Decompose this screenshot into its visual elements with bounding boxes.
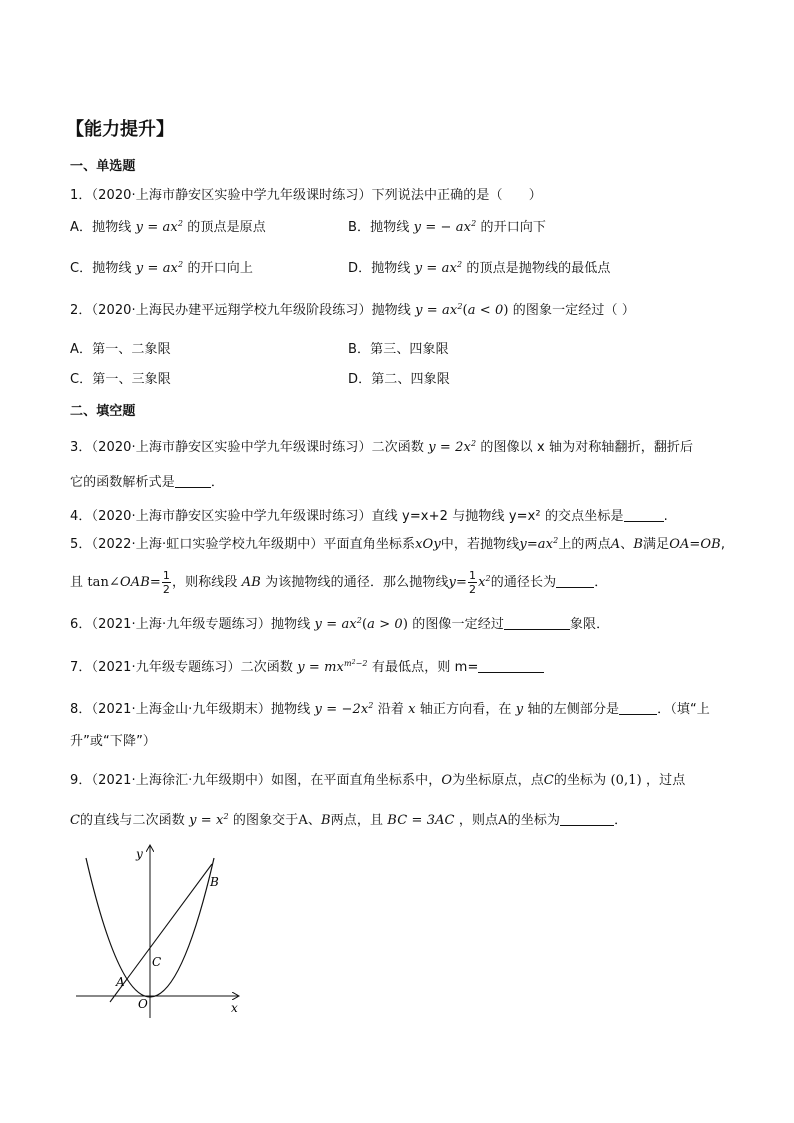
label-a: A — [116, 975, 125, 989]
q4-answer-blank[interactable] — [624, 509, 664, 522]
part1-heading: 一、单选题 — [70, 159, 136, 174]
q5-xoy: xOy — [415, 537, 441, 552]
q5-parabola-2: y= — [448, 575, 467, 590]
q5-point-b: B — [633, 537, 643, 552]
q9-l2a: 的直线与二次函数 — [80, 813, 185, 828]
q8-pre: 8．（2021·上海金山·九年级期末）抛物线 — [70, 702, 311, 717]
q5-text-7: 为该抛物线的通径．那么抛物线 — [265, 575, 449, 590]
q5-text-6: ，则称线段 — [172, 575, 238, 590]
q1-a-formula: $y = ax^2$ — [131, 219, 184, 235]
q5-answer-blank[interactable] — [556, 575, 594, 588]
q3-pre: 3．（2020·上海市静安区实验中学九年级课时练习）二次函数 — [70, 440, 424, 455]
q9-o: O — [441, 773, 453, 788]
q5-x-squared: $x^2$ — [478, 574, 491, 590]
q9-line1 — [70, 774, 685, 787]
q8-x-axis: x — [403, 702, 420, 717]
q9-a-2: A — [498, 813, 508, 828]
q9-pre: 9．（2021·上海徐汇·九年级期中）如图，在平面直角坐标系中， — [70, 773, 442, 788]
q9-c: C — [543, 773, 554, 788]
q8-y-axis: y — [511, 702, 528, 717]
q9-l2c: 两点，且 — [330, 813, 384, 828]
q5-text-8: 的通径长为 — [490, 575, 557, 590]
q1-option-b — [348, 221, 546, 234]
q1-option-c — [70, 262, 253, 275]
q6-end: 象限． — [569, 617, 610, 632]
q6-pre: 6．（2021·上海·九年级专题练习）抛物线 — [70, 617, 311, 632]
q9-line2: C的直线与二次函数 $y = x^2$ 的图象交于A、B两点，且 BC = 3AC ，则点A的坐标为 ． — [70, 812, 628, 828]
q6-formula: $y = ax^2(a > 0)$ — [310, 616, 408, 632]
q2-option-d: D．第二、四象限 — [348, 372, 450, 387]
q9-ratio: BC = 3AC — [383, 813, 459, 828]
q2-option-c: C．第一、三象限 — [70, 372, 171, 387]
q9-c-2: C — [70, 813, 81, 828]
q9-b: B — [321, 813, 331, 828]
q8-answer-blank[interactable] — [619, 702, 657, 715]
q5-text-3: 上的两点 — [558, 537, 611, 552]
q5-text-1: 5．（2022·上海·虹口实验学校九年级期中）平面直角坐标系 — [70, 537, 416, 552]
q2-formula: $y = ax^2(a < 0)$ — [410, 302, 509, 318]
section-title: 【能力提升】 — [66, 119, 174, 140]
q3-formula: $y = 2x^2$ — [424, 439, 477, 455]
label-x: x — [231, 1001, 238, 1015]
q1-c-label: C．抛物线 — [70, 261, 132, 276]
q5-frac-half: $\frac{1}{2}$ — [162, 569, 170, 596]
q5-text-2: 中，若抛物线 — [440, 537, 520, 552]
q1-d-text: 的顶点是抛物线的最低点 — [466, 261, 611, 276]
q1-c-text: 的开口向上 — [187, 261, 253, 276]
q7-line — [70, 660, 544, 674]
q8-line2: 升”或“下降”） — [70, 734, 157, 749]
q5-text-5: 且 — [70, 575, 84, 590]
q5-tan: tan∠OAB= — [87, 575, 161, 590]
q5-points-ab: A — [610, 537, 621, 552]
q5-line1: 5．（2022·上海·虹口实验学校九年级期中）平面直角坐标系xOy中，若抛物线$y=ax^2$上的两点A、B满足OA=OB, — [70, 536, 726, 552]
q1-b-formula: y = − $ax^2$ — [409, 219, 477, 235]
q9-c-coord: (0,1) — [606, 773, 647, 788]
line-ac-b — [110, 864, 212, 1002]
q5-line2: 且 tan∠OAB= $\frac{1}{2}$ ，则称线段 AB 为该抛物线的通径．那么抛物线y= $\frac{1}{2}$ $x^2$的通径长为 ． — [70, 569, 608, 596]
q4-line: 4．（2020·上海市静安区实验中学九年级课时练习）直线 y=x+2 与抛物线 y=x² 的交点坐标是 . — [70, 509, 668, 524]
q1-stem: 1．（2020·上海市静安区实验中学九年级课时练习）下列说法中正确的是（ ） — [70, 188, 542, 203]
q9-l2d: ，则点 — [458, 813, 499, 828]
q9-l2e: 的坐标为 — [507, 813, 561, 828]
q3-post: 的图像以 x 轴为对称轴翻折，翻折后 — [480, 440, 694, 455]
q8-mid3: 轴的左侧部分是 — [527, 702, 620, 717]
q5-parabola: $y=ax^2$ — [519, 536, 559, 552]
q2-stem-pre: 2．（2020·上海民办建平远翔学校九年级阶段练习）抛物线 — [70, 303, 411, 318]
q8-mid2: 轴正方向看，在 — [419, 702, 512, 717]
q9-m2: 的坐标为 — [553, 773, 607, 788]
q8-end: ．（填“上 — [657, 702, 710, 717]
q5-condition: OA=OB — [669, 537, 721, 552]
q3-line2: 它的函数解析式是 ． — [70, 475, 224, 490]
q1-d-label: D．抛物线 — [348, 261, 411, 276]
q2-stem-post: 的图象一定经过（ ） — [512, 303, 635, 318]
q9-answer-blank[interactable] — [560, 813, 614, 826]
q1-a-label: A．抛物线 — [70, 220, 132, 235]
q7-formula: $y = mx^{m^2-2}$ — [293, 659, 368, 675]
q1-b-label: B．抛物线 — [348, 220, 410, 235]
q9-m1: 为坐标原点，点 — [452, 773, 544, 788]
q9-figure — [66, 840, 266, 1030]
q7-answer-blank[interactable] — [478, 660, 544, 673]
q1-d-formula: $y = ax^2$ — [410, 260, 463, 276]
q2-option-a: A．第一、二象限 — [70, 342, 171, 357]
q1-b-text: 的开口向下 — [480, 220, 547, 235]
q9-m3: ，过点 — [646, 773, 686, 788]
q5-frac-half-2: $\frac{1}{2}$ — [468, 569, 477, 596]
label-y: y — [136, 847, 143, 861]
label-o: O — [138, 997, 148, 1011]
label-c: C — [152, 955, 162, 969]
q9-formula: $y = x^2$ — [184, 812, 229, 828]
q5-ab: AB — [241, 575, 261, 590]
q5-text-4: 满足 — [642, 537, 670, 552]
q6-post: 的图像一定经过 — [412, 617, 504, 632]
q6-line — [70, 617, 609, 631]
q4-text: 4．（2020·上海市静安区实验中学九年级课时练习）直线 y=x+2 与抛物线 y=x² 的交点坐标是 — [70, 509, 624, 524]
q3-line1 — [70, 441, 693, 454]
q3-answer-blank[interactable] — [175, 475, 211, 488]
q8-formula: $y = -2x^2$ — [310, 701, 374, 717]
q1-option-a — [70, 221, 266, 234]
q3-line2-text: 它的函数解析式是 — [70, 475, 175, 490]
q2-stem — [70, 304, 635, 317]
q7-pre: 7．（2021·九年级专题练习）二次函数 — [70, 660, 293, 675]
q8-mid1: 沿着 — [377, 702, 404, 717]
q1-a-text: 的顶点是原点 — [187, 220, 266, 235]
part2-heading: 二、填空题 — [70, 404, 136, 419]
q9-l2b: 的图象交于 — [232, 813, 299, 828]
q6-answer-blank[interactable] — [504, 617, 570, 630]
q1-option-d — [348, 262, 610, 275]
q9-a: A — [298, 813, 308, 828]
q2-option-b: B．第三、四象限 — [348, 342, 449, 357]
q8-line1 — [70, 702, 710, 716]
q1-c-formula: $y = ax^2$ — [131, 260, 184, 276]
label-b: B — [210, 875, 219, 889]
q7-post: 有最低点，则 m= — [371, 660, 479, 675]
